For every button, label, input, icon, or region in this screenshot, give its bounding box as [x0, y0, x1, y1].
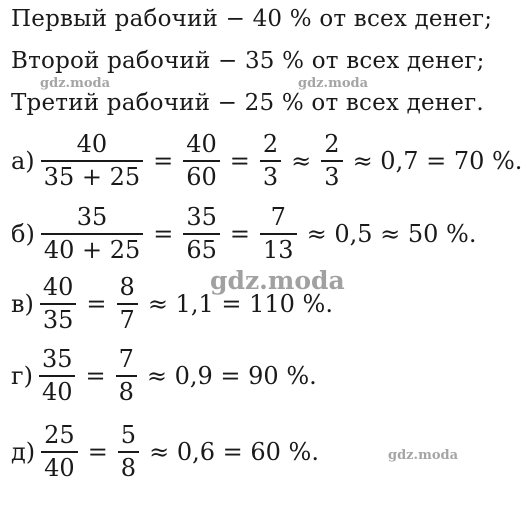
numerator: 7	[270, 203, 286, 231]
item-label: г)	[11, 362, 33, 391]
watermark: gdz.moda	[40, 76, 111, 91]
denominator: 13	[260, 233, 297, 263]
fraction	[118, 423, 139, 481]
fraction	[260, 132, 281, 190]
result-text: ≈ 1,1 = 110 %.	[147, 290, 333, 319]
numerator: 25	[44, 421, 75, 449]
result-text: ≈ 0,7 = 70 %.	[352, 147, 522, 176]
fraction	[41, 423, 78, 481]
operator: =	[86, 290, 107, 319]
denominator: 65	[183, 233, 220, 263]
denominator: 40	[41, 451, 78, 481]
denominator: 60	[183, 160, 220, 190]
numerator: 40	[42, 273, 74, 301]
numerator: 40	[76, 130, 108, 158]
result-text: ≈ 0,5 ≈ 50 %.	[306, 220, 477, 249]
item-a	[11, 132, 522, 190]
fraction	[41, 132, 143, 190]
denominator: 3	[321, 160, 342, 190]
operator: =	[229, 147, 250, 176]
result-text: ≈ 0,6 = 60 %.	[149, 438, 319, 467]
item-b	[11, 205, 476, 263]
item-g	[11, 347, 317, 405]
operator: =	[87, 438, 108, 467]
fraction	[116, 347, 137, 405]
item-label: д)	[11, 438, 36, 467]
denominator: 7	[117, 303, 138, 333]
item-label: а)	[11, 147, 35, 176]
numerator: 5	[120, 421, 137, 449]
fraction	[41, 205, 143, 263]
item-label: б)	[11, 220, 35, 249]
numerator: 2	[324, 130, 340, 158]
fraction	[321, 132, 342, 190]
numerator: 35	[186, 203, 217, 231]
operator: =	[153, 220, 174, 249]
denominator: 40 + 25	[41, 233, 143, 263]
watermark: gdz.moda	[210, 266, 345, 295]
watermark: gdz.moda	[298, 76, 369, 91]
denominator: 35 + 25	[41, 160, 143, 190]
watermark: gdz.moda	[388, 448, 459, 463]
operator: =	[153, 147, 174, 176]
denominator: 8	[116, 375, 137, 405]
fraction	[183, 132, 220, 190]
fraction	[260, 205, 297, 263]
numerator: 2	[262, 130, 279, 158]
intro-line-2: Второй рабочий − 35 % от всех денег;	[11, 48, 485, 74]
intro-line-3: Третий рабочий − 25 % от всех денег.	[11, 90, 484, 116]
numerator: 35	[41, 345, 73, 373]
item-d	[11, 423, 319, 481]
operator: ≈	[291, 147, 312, 176]
numerator: 7	[118, 345, 134, 373]
numerator: 35	[76, 203, 108, 231]
fraction	[40, 275, 77, 333]
intro-line-1: Первый рабочий − 40 % от всех денег;	[11, 6, 493, 32]
denominator: 40	[39, 375, 76, 405]
fraction	[183, 205, 220, 263]
numerator: 40	[186, 130, 217, 158]
denominator: 35	[40, 303, 77, 333]
operator: =	[85, 362, 106, 391]
denominator: 3	[260, 160, 281, 190]
item-label: в)	[11, 290, 34, 319]
result-text: ≈ 0,9 = 90 %.	[146, 362, 317, 391]
operator: =	[229, 220, 251, 249]
numerator: 8	[119, 273, 135, 301]
denominator: 8	[118, 451, 139, 481]
fraction	[39, 347, 76, 405]
fraction	[117, 275, 138, 333]
